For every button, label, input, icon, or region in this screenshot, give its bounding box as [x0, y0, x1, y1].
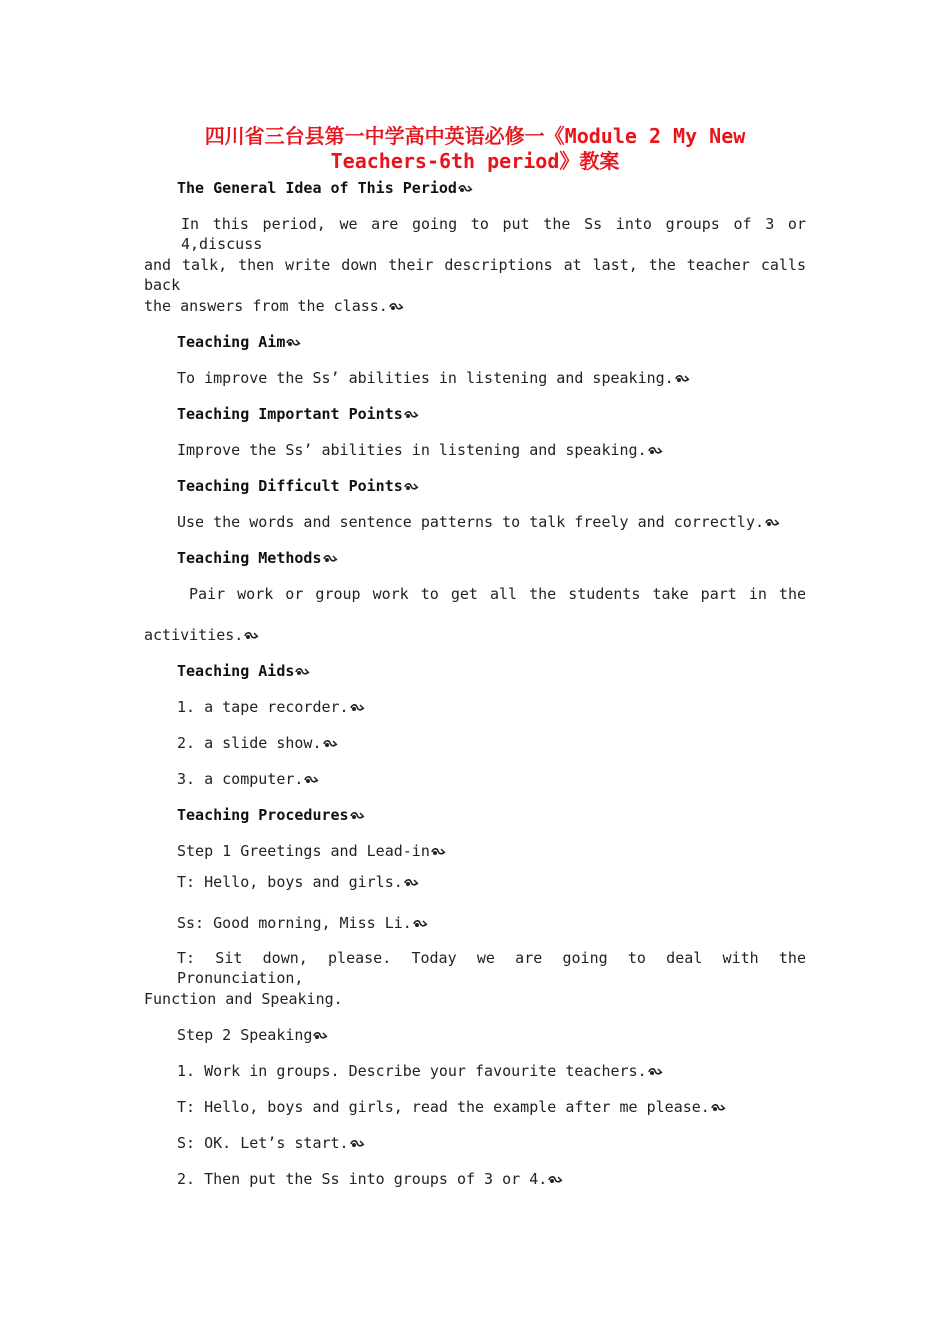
- body-text: Function and Speaking.: [144, 990, 343, 1008]
- paragraph-mark-icon: [711, 1103, 726, 1113]
- body-text: Pair work or group work to get all the students take part in the: [189, 585, 806, 603]
- body-text: Step 2 Speaking: [177, 1026, 313, 1044]
- procedure-step-2-item-1: [177, 1061, 663, 1081]
- paragraph-mark-icon: [350, 703, 365, 713]
- body-text: T: Hello, boys and girls.: [177, 873, 403, 891]
- procedure-step-2-item-2: [177, 1169, 563, 1189]
- list-item-text: 1. a tape recorder.: [177, 698, 349, 716]
- procedure-step-1: [177, 841, 446, 861]
- body-text: In this period, we are going to put the Ss into groups of 3 or 4,discuss: [181, 215, 806, 253]
- body-text: the answers from the class.: [144, 297, 388, 315]
- paragraph-mark-icon: [244, 631, 259, 641]
- body-text: To improve the Ss’ abilities in listening and speaking.: [177, 369, 674, 387]
- body-text: T: Sit down, please. Today we are going to deal with the Pronunciation,: [177, 949, 806, 987]
- procedure-teacher-line: [177, 872, 419, 892]
- section-heading-procedures: [177, 805, 365, 825]
- paragraph-mark-icon: [548, 1175, 563, 1185]
- document-title-line-1: 四川省三台县第一中学高中英语必修一《Module 2 My New: [204, 124, 746, 148]
- section-heading-difficult: [177, 476, 419, 496]
- paragraph-mark-icon: [675, 374, 690, 384]
- paragraph-mark-icon: [648, 1067, 663, 1077]
- body-text: Improve the Ss’ abilities in listening and speaking.: [177, 441, 647, 459]
- procedure-teacher-line-2b: [144, 989, 343, 1009]
- section-heading-aim: [177, 332, 301, 352]
- document-title-line-2: Teachers-6th period》教案: [330, 149, 620, 173]
- body-text: 1. Work in groups. Describe your favourite teachers.: [177, 1062, 647, 1080]
- heading-text: Teaching Methods: [177, 549, 322, 567]
- paragraph-mark-icon: [413, 919, 428, 929]
- difficult-text: [177, 512, 780, 532]
- heading-text: Teaching Aids: [177, 662, 295, 680]
- paragraph-mark-icon: [458, 184, 473, 194]
- procedure-step-2: [177, 1025, 328, 1045]
- procedure-step-2-teacher: [177, 1097, 726, 1117]
- paragraph-mark-icon: [313, 1031, 328, 1041]
- paragraph-mark-icon: [389, 302, 404, 312]
- aids-item: [177, 733, 338, 753]
- body-text: Step 1 Greetings and Lead-in: [177, 842, 430, 860]
- paragraph-mark-icon: [323, 554, 338, 564]
- important-text: [177, 440, 663, 460]
- body-text: Ss: Good morning, Miss Li.: [177, 914, 412, 932]
- body-text: S: OK. Let’s start.: [177, 1134, 349, 1152]
- procedure-students-line: [177, 913, 428, 933]
- procedure-step-2-student: [177, 1133, 365, 1153]
- methods-line-1: [189, 584, 806, 604]
- paragraph-mark-icon: [404, 410, 419, 420]
- paragraph-mark-icon: [350, 1139, 365, 1149]
- general-idea-line-2: [144, 255, 806, 295]
- paragraph-mark-icon: [350, 811, 365, 821]
- heading-text: The General Idea of This Period: [177, 179, 457, 197]
- section-heading-aids: [177, 661, 310, 681]
- paragraph-mark-icon: [431, 847, 446, 857]
- paragraph-mark-icon: [304, 775, 319, 785]
- body-text: Use the words and sentence patterns to talk freely and correctly.: [177, 513, 764, 531]
- methods-line-2: [144, 625, 259, 645]
- paragraph-mark-icon: [765, 518, 780, 528]
- section-heading-methods: [177, 548, 338, 568]
- heading-text: Teaching Procedures: [177, 806, 349, 824]
- aids-item: [177, 697, 365, 717]
- paragraph-mark-icon: [648, 446, 663, 456]
- paragraph-mark-icon: [295, 667, 310, 677]
- general-idea-line-3: [144, 296, 404, 316]
- body-text: and talk, then write down their descriptions at last, the teacher calls back: [144, 256, 806, 294]
- body-text: 2. Then put the Ss into groups of 3 or 4.: [177, 1170, 548, 1188]
- paragraph-mark-icon: [404, 482, 419, 492]
- procedure-teacher-line-2a: [177, 948, 806, 988]
- section-heading-general-idea: [177, 178, 473, 198]
- paragraph-mark-icon: [286, 338, 301, 348]
- aids-item: [177, 769, 319, 789]
- heading-text: Teaching Aim: [177, 333, 286, 351]
- body-text: T: Hello, boys and girls, read the example after me please.: [177, 1098, 710, 1116]
- section-heading-important: [177, 404, 419, 424]
- body-text: activities.: [144, 626, 244, 644]
- list-item-text: 2. a slide show.: [177, 734, 322, 752]
- heading-text: Teaching Difficult Points: [177, 477, 403, 495]
- general-idea-line-1: [181, 214, 806, 254]
- aim-text: [177, 368, 690, 388]
- heading-text: Teaching Important Points: [177, 405, 403, 423]
- paragraph-mark-icon: [323, 739, 338, 749]
- list-item-text: 3. a computer.: [177, 770, 304, 788]
- paragraph-mark-icon: [404, 878, 419, 888]
